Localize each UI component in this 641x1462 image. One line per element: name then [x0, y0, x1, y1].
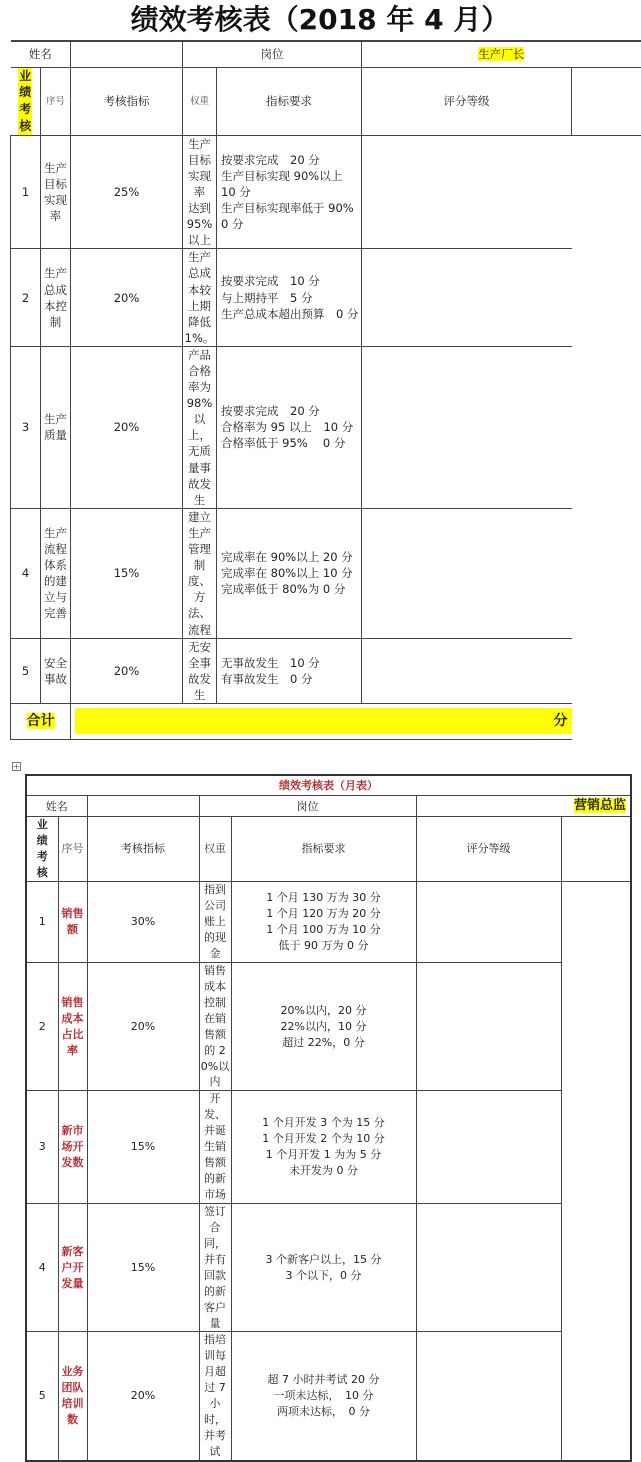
- grading-cell: [231, 1203, 416, 1332]
- grading-cell: [231, 882, 416, 963]
- grading-line: 3 个以下，0 分: [285, 1268, 362, 1282]
- grading-cell: [231, 962, 416, 1091]
- header-extra: [561, 817, 631, 882]
- header-no: 序号: [58, 817, 87, 882]
- table-row: [26, 882, 631, 963]
- table-row: [26, 1203, 631, 1332]
- grading-line: 合格率为 95 以上 10 分: [221, 420, 354, 435]
- grading-cell: [217, 508, 362, 638]
- name-value[interactable]: [71, 41, 183, 67]
- requirement-cell: [183, 346, 217, 508]
- row-number: 4: [26, 1203, 58, 1332]
- weight-value: 20%: [71, 346, 183, 508]
- requirement-text: 开发、并诞生销售额的新市场: [199, 1091, 231, 1204]
- indicator-name: 新市场开发数: [58, 1091, 87, 1204]
- category-cell: [26, 817, 58, 882]
- grading-line: 完成率在 80%以上 10 分: [221, 566, 353, 581]
- requirement-line: 建立生产管理制度、: [188, 509, 211, 589]
- grading-line: 3 个新客户以上，15 分: [265, 1252, 382, 1266]
- category-label: 业绩考核: [36, 818, 48, 880]
- weight-value: 15%: [87, 1203, 199, 1332]
- grading-line: 按要求完成 20 分: [221, 152, 320, 167]
- grading-line: 与上期持平 5 分: [221, 290, 313, 305]
- grading-line: 生产总成本超出预算 0 分: [221, 306, 359, 321]
- requirement-line: 达到 95%以上: [186, 201, 213, 248]
- name-row: [11, 41, 641, 67]
- row-number: 3: [11, 346, 41, 508]
- requirement-text: 销售成本控制在销售额的 20%以内: [199, 962, 231, 1091]
- position-value: 生产厂长: [478, 47, 525, 62]
- requirement-cell: [183, 508, 217, 638]
- requirement-line: 无质量事故发生: [188, 444, 211, 507]
- indicator-name: 销售成本占比率: [58, 962, 87, 1091]
- grading-cell: [231, 1332, 416, 1461]
- header-requirement: 指标要求: [231, 817, 416, 882]
- header-weight: 权重: [199, 817, 231, 882]
- grading-line: 1 个月开发 1 为为 5 分: [265, 1148, 382, 1162]
- table-row: [11, 638, 641, 703]
- table-row: [26, 962, 631, 1091]
- indicator-name: 生产目标实现率: [41, 135, 71, 249]
- grading-line: 低于 90 万为 0 分: [278, 939, 369, 952]
- row-number: 2: [11, 249, 41, 347]
- document-title: 绩效考核表（2018 年 4 月）: [130, 3, 510, 36]
- grading-line: 超 7 小时并考试 20 分: [267, 1373, 380, 1387]
- indicator-name: 新客户开发量: [58, 1203, 87, 1332]
- row-number: 5: [26, 1332, 58, 1461]
- table-row: [11, 508, 641, 638]
- weight-value: 25%: [71, 135, 183, 249]
- header-row: [26, 817, 631, 882]
- requirement-cell: [183, 249, 217, 347]
- header-grading: 评分等级: [416, 817, 561, 882]
- table-row: [11, 346, 641, 508]
- weight-value: 15%: [71, 508, 183, 638]
- weight-value: 30%: [87, 882, 199, 963]
- grading-line: 两项未达标， 0 分: [277, 1405, 370, 1419]
- category-label: 业绩考核: [19, 68, 32, 133]
- requirement-cell: [183, 135, 217, 249]
- weight-value: 20%: [87, 1332, 199, 1461]
- grading-cell: [217, 249, 362, 347]
- grading-line: 20%以内，20 分: [280, 1003, 367, 1017]
- table-row: [26, 1091, 631, 1204]
- requirement-text: 签订合同，并有回款的新客户量: [199, 1203, 231, 1332]
- indicator-name: 安全事故: [41, 638, 71, 703]
- score-cell[interactable]: [416, 1203, 561, 1332]
- score-cell[interactable]: [416, 1332, 561, 1461]
- category-cell: [11, 67, 41, 135]
- grading-line: 生产目标实现率低于 90% 0 分: [221, 201, 366, 232]
- grading-line: 22%以内，10 分: [280, 1019, 367, 1033]
- requirement-line: 方法、流程: [188, 590, 211, 637]
- position-label: 岗位: [183, 41, 362, 67]
- score-cell[interactable]: [362, 508, 572, 638]
- grading-line: 1 个月 120 万为 20 分: [266, 907, 381, 921]
- table-row: [11, 249, 641, 347]
- total-row: [11, 703, 641, 739]
- grading-cell: [217, 135, 366, 249]
- grading-line: 按要求完成 20 分: [221, 404, 320, 419]
- table-move-handle-icon[interactable]: +: [13, 761, 20, 771]
- grading-line: 完成率低于 80%为 0 分: [221, 582, 346, 597]
- grading-line: 有事故发生 0 分: [221, 671, 313, 686]
- name-label: 姓名: [11, 41, 71, 67]
- weight-value: 15%: [87, 1091, 199, 1204]
- indicator-name: 生产总成本控制: [41, 249, 71, 347]
- grading-cell: [217, 346, 362, 508]
- weight-value: 20%: [87, 962, 199, 1091]
- requirement-line: 生产目标实现率: [188, 136, 211, 199]
- row-number: 3: [26, 1091, 58, 1204]
- performance-table-production: [10, 40, 641, 740]
- grading-line: 1 个月开发 3 个为 15 分: [262, 1116, 385, 1130]
- table-row: [26, 1332, 631, 1461]
- name-label: 姓名: [26, 796, 87, 817]
- requirement-line: 无安全事故发生: [188, 639, 211, 702]
- indicator-name: 业务团队培训数: [58, 1332, 87, 1461]
- grading-line: 生产目标实现 90%以上 10 分: [221, 168, 354, 199]
- indicator-name: 生产质量: [41, 346, 71, 508]
- requirement-text: 指培训每月超过 7 小时，并考试: [199, 1332, 231, 1461]
- position-value: 营销总监: [574, 798, 627, 814]
- total-label: 合计: [26, 712, 55, 729]
- requirement-line: 生产总成本较上期: [188, 250, 211, 313]
- grading-line: 合格率低于 95% 0 分: [221, 436, 346, 451]
- score-cell[interactable]: [362, 638, 572, 703]
- requirement-text: 指到公司账上的现金: [199, 882, 231, 963]
- header-indicator: 考核指标: [87, 817, 199, 882]
- performance-table-sales: [25, 774, 632, 1462]
- position-label: 岗位: [199, 796, 416, 817]
- grading-line: 超过 22%，0 分: [282, 1035, 365, 1049]
- indicator-name: 生产流程体系的建立与完善: [41, 508, 71, 638]
- grading-line: 1 个月开发 2 个为 10 分: [262, 1132, 385, 1146]
- row-number: 1: [26, 882, 58, 963]
- grading-cell: [231, 1091, 416, 1204]
- score-cell[interactable]: [362, 135, 572, 249]
- header-weight: 权重: [183, 67, 217, 135]
- header-requirement: 指标要求: [217, 67, 362, 135]
- weight-value: 20%: [71, 249, 183, 347]
- header-grading: 评分等级: [362, 67, 572, 135]
- requirement-line: 降低 1%。: [184, 314, 215, 345]
- score-cell[interactable]: [416, 882, 561, 963]
- requirement-cell: [183, 638, 217, 703]
- score-cell[interactable]: [362, 346, 572, 508]
- grading-line: 按要求完成 10 分: [221, 274, 320, 289]
- table-title: 绩效考核表（月表）: [26, 775, 631, 796]
- indicator-name: 销售额: [58, 882, 87, 963]
- total-value-field[interactable]: 分: [75, 708, 572, 734]
- grading-line: 1 个月 130 万为 30 分: [266, 891, 381, 905]
- row-number: 5: [11, 638, 41, 703]
- header-indicator: 考核指标: [71, 67, 183, 135]
- header-no: 序号: [41, 67, 71, 135]
- row-number: 2: [26, 962, 58, 1091]
- header-row: [11, 67, 641, 135]
- score-cell[interactable]: [362, 249, 572, 347]
- row-number: 1: [11, 135, 41, 249]
- table-row: [11, 135, 641, 249]
- grading-line: 无事故发生 10 分: [221, 655, 320, 670]
- requirement-line: 产品合格率为 98%以上，: [186, 347, 213, 443]
- score-cell[interactable]: [416, 962, 561, 1091]
- grading-line: 一项未达标， 10 分: [273, 1389, 374, 1403]
- grading-line: 1 个月 100 万为 10 分: [266, 923, 381, 937]
- header-extra: [572, 67, 641, 135]
- grading-line: 完成率在 90%以上 20 分: [221, 550, 353, 565]
- name-row: [26, 796, 631, 817]
- name-value[interactable]: [87, 796, 199, 817]
- weight-value: 20%: [71, 638, 183, 703]
- score-cell[interactable]: [416, 1091, 561, 1204]
- grading-cell: [217, 638, 362, 703]
- grading-line: 未开发为 0 分: [289, 1164, 358, 1178]
- row-number: 4: [11, 508, 41, 638]
